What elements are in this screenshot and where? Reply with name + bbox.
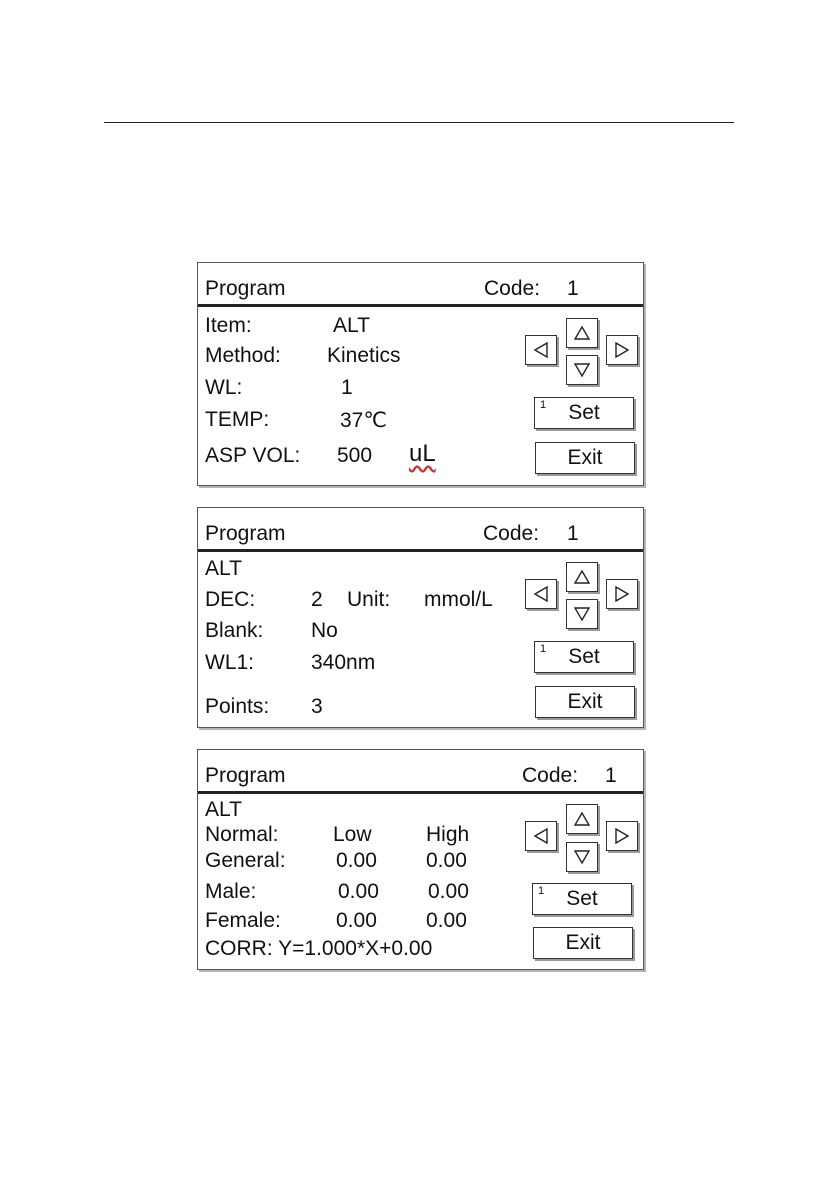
- corr-formula[interactable]: CORR: Y=1.000*X+0.00: [205, 937, 433, 960]
- general-label: General:: [205, 849, 286, 872]
- male-low-value[interactable]: 0.00: [338, 880, 379, 903]
- unit-value[interactable]: mmol/L: [424, 588, 493, 611]
- program-screen-3: [197, 749, 644, 970]
- temp-value[interactable]: 37℃: [340, 409, 387, 432]
- right-arrow-button[interactable]: [606, 821, 638, 851]
- right-arrow-button[interactable]: [606, 335, 638, 365]
- female-low-value[interactable]: 0.00: [336, 909, 377, 932]
- blank-label: Blank:: [205, 619, 264, 642]
- right-triangle-icon: [614, 828, 630, 844]
- up-arrow-button[interactable]: [566, 318, 598, 348]
- asp-vol-label: ASP VOL:: [205, 444, 301, 467]
- code-label: Code:: [483, 522, 540, 545]
- male-high-value[interactable]: 0.00: [428, 880, 469, 903]
- female-high-value[interactable]: 0.00: [426, 909, 467, 932]
- temp-label: TEMP:: [205, 408, 270, 431]
- set-button[interactable]: [532, 883, 632, 915]
- male-label: Male:: [205, 880, 257, 903]
- dec-value[interactable]: 2: [311, 588, 323, 611]
- left-arrow-button[interactable]: [525, 335, 557, 365]
- down-triangle-icon: [574, 606, 590, 622]
- asp-vol-unit: uL: [409, 440, 436, 467]
- exit-button[interactable]: [533, 927, 633, 959]
- down-arrow-button[interactable]: [566, 355, 598, 385]
- general-low-value[interactable]: 0.00: [336, 849, 377, 872]
- right-arrow-button[interactable]: [606, 579, 638, 609]
- set-index: 1: [540, 643, 547, 655]
- up-triangle-icon: [574, 811, 590, 827]
- program-title: Program: [205, 277, 286, 300]
- set-label: Set: [566, 887, 598, 910]
- item-label: Item:: [205, 314, 252, 337]
- code-label: Code:: [522, 764, 579, 787]
- general-high-value[interactable]: 0.00: [426, 849, 467, 872]
- set-index: 1: [540, 399, 547, 411]
- item-value[interactable]: ALT: [333, 314, 370, 337]
- code-value: 1: [567, 522, 579, 545]
- wl1-value[interactable]: 340nm: [311, 651, 376, 674]
- method-value[interactable]: Kinetics: [327, 344, 401, 367]
- left-arrow-button[interactable]: [525, 579, 557, 609]
- wl1-label: WL1:: [205, 651, 255, 674]
- right-triangle-icon: [614, 586, 630, 602]
- wl-label: WL:: [205, 376, 243, 399]
- right-triangle-icon: [614, 342, 630, 358]
- item-name: ALT: [205, 798, 242, 821]
- up-arrow-button[interactable]: [566, 562, 598, 592]
- exit-button[interactable]: [535, 442, 635, 474]
- dec-label: DEC:: [205, 588, 256, 611]
- screen-header: [198, 263, 643, 307]
- unit-label: Unit:: [347, 588, 391, 611]
- down-triangle-icon: [574, 849, 590, 865]
- up-arrow-button[interactable]: [566, 804, 598, 834]
- normal-label: Normal:: [205, 823, 279, 846]
- up-triangle-icon: [574, 325, 590, 341]
- left-triangle-icon: [533, 828, 549, 844]
- down-triangle-icon: [574, 362, 590, 378]
- down-arrow-button[interactable]: [566, 842, 598, 872]
- program-screen-2: [197, 507, 644, 728]
- set-index: 1: [538, 885, 545, 897]
- exit-label: Exit: [567, 690, 603, 713]
- screen-header: [198, 750, 643, 794]
- female-label: Female:: [205, 909, 281, 932]
- code-value: 1: [567, 277, 579, 300]
- down-arrow-button[interactable]: [566, 599, 598, 629]
- left-triangle-icon: [533, 342, 549, 358]
- method-label: Method:: [205, 344, 281, 367]
- page-top-rule: [104, 122, 734, 123]
- up-triangle-icon: [574, 569, 590, 585]
- blank-value[interactable]: No: [311, 619, 338, 642]
- low-header: Low: [333, 823, 372, 846]
- program-title: Program: [205, 522, 286, 545]
- set-label: Set: [568, 645, 600, 668]
- points-label: Points:: [205, 695, 270, 718]
- high-header: High: [426, 823, 470, 846]
- left-triangle-icon: [533, 586, 549, 602]
- set-button[interactable]: [534, 641, 634, 673]
- code-value: 1: [605, 764, 617, 787]
- program-title: Program: [205, 764, 286, 787]
- exit-label: Exit: [565, 931, 601, 954]
- wl-value[interactable]: 1: [341, 376, 353, 399]
- set-button[interactable]: [534, 397, 634, 429]
- screen-header: [198, 508, 643, 552]
- left-arrow-button[interactable]: [525, 821, 557, 851]
- program-screen-1: [197, 262, 644, 486]
- item-name: ALT: [205, 557, 242, 580]
- code-label: Code:: [484, 277, 541, 300]
- asp-vol-value[interactable]: 500: [337, 444, 373, 467]
- points-value[interactable]: 3: [311, 695, 323, 718]
- set-label: Set: [568, 401, 600, 424]
- exit-label: Exit: [567, 446, 603, 469]
- exit-button[interactable]: [535, 686, 635, 718]
